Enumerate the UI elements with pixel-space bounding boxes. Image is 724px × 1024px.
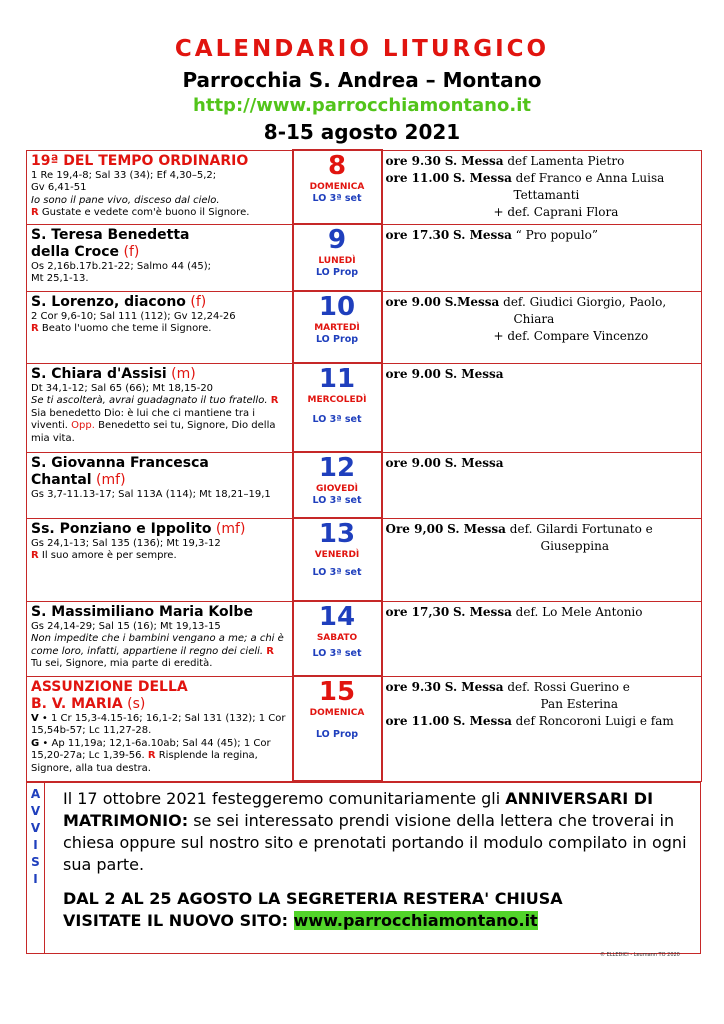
mass-entry-continued: + def. Caprani Flora [493,204,619,219]
saint-title: Ss. Ponziano e Ippolito (mf) [31,520,246,537]
events-cell [382,363,702,452]
date-cell [293,601,382,676]
saint-cell [27,518,293,601]
mass-entry-continued: Giuseppina [540,538,609,553]
mass-entry: ore 17,30 S. Messa def. Lo Mele Antonio [385,604,643,619]
day-number: 9 [327,225,347,255]
day-name: LUNEDÌ [318,256,356,266]
gospel-quote-and-response: Non impedite che i bambini vengano a me; a chi è come loro, infatti, appartiene il regno dei cieli. R Tu sei, Signore, mia parte di eredità. [31,633,284,669]
day-number: 10 [318,292,356,322]
day-number: 14 [318,602,356,632]
calendar-row [27,150,702,224]
office-closed-notice: DAL 2 AL 25 AGOSTO LA SEGRETERIA RESTERA' CHIUSA [63,889,563,908]
readings: Gs 24,1-13; Sal 135 (136); Mt 19,3-12 [31,537,221,549]
notices-label: A V V I S I [27,783,45,954]
liturgy-of-hours: LO 3ª set [312,193,362,204]
liturgy-of-hours: LO 3ª set [312,414,362,425]
date-cell [293,452,382,518]
day-name: MARTEDÌ [314,323,360,333]
copyright-credit: © ELLEDICI - Leumann TO 2020 [600,952,680,958]
calendar-row [27,291,702,363]
psalm-response: R Gustate e vedete com'è buono il Signore. [31,207,250,218]
saint-cell [27,363,293,452]
parish-website-link[interactable]: http://www.parrocchiamontano.it [193,95,531,116]
date-cell [293,363,382,452]
day-readings: G • Ap 11,19a; 12,1-6a.10ab; Sal 44 (45); 1 Cor 15,20-27a; Lc 1,39-56. R Risplende la regina, Signore, alla tua destra. [31,737,271,774]
new-site-notice: VISITATE IL NUOVO SITO: www.parrocchiamontano.it [63,911,538,930]
events-cell [382,518,702,601]
mass-entry: ore 17.30 S. Messa “ Pro populo” [385,227,598,242]
mass-entry-continued: Tettamanti [513,187,580,202]
day-name: GIOVEDÌ [315,484,359,494]
calendar-row [27,676,702,781]
liturgy-of-hours: LO 3ª set [312,495,362,506]
notices-text [45,783,701,954]
calendar-row [27,452,702,518]
psalm-response: R Beato l'uomo che teme il Signore. [31,323,212,334]
readings: Gs 24,14-29; Sal 15 (16); Mt 19,13-15 [31,620,221,632]
day-number: 12 [318,453,356,483]
saint-title: 19ª DEL TEMPO ORDINARIO [31,152,249,169]
day-number: 8 [327,151,347,181]
mass-entry: ore 11.00 S. Messa def Roncoroni Luigi e fam [385,713,674,728]
mass-entry: ore 9.00 S. Messa [385,455,504,470]
mass-entry: ore 9.30 S. Messa def Lamenta Pietro [385,153,625,168]
saint-cell [27,601,293,676]
calendar-row [27,363,702,452]
parish-name: Parrocchia S. Andrea – Montano [182,68,542,92]
notices-box [26,782,701,954]
events-cell [382,150,702,224]
saint-title: S. Chiara d'Assisi (m) [31,365,196,382]
day-name: MERCOLEDÌ [307,395,367,405]
mass-entry: ore 11.00 S. Messa def Franco e Anna Luisa [385,170,665,185]
week-dates: 8-15 agosto 2021 [263,120,461,144]
new-site-link[interactable]: www.parrocchiamontano.it [293,911,538,930]
readings: Os 2,16b.17b.21-22; Salmo 44 (45); Mt 25,1-13. [31,260,211,284]
mass-entry: ore 9.00 S. Messa [385,366,504,381]
saint-title: S. Lorenzo, diacono (f) [31,293,207,310]
events-cell [382,452,702,518]
mass-entry: ore 9.30 S. Messa def. Rossi Guerino e [385,679,630,694]
saint-cell [27,150,293,224]
saint-title: S. Teresa Benedetta della Croce (f) [31,226,190,260]
psalm-response: R Il suo amore è per sempre. [31,550,177,561]
date-cell [293,150,382,224]
readings: 2 Cor 9,6-10; Sal 111 (112); Gv 12,24-26 [31,310,236,322]
anniversary-notice: Il 17 ottobre 2021 festeggeremo comunitariamente gli ANNIVERSARI DI MATRIMONIO: se sei interessato prendi visione della lettera che troverai in chiesa oppure sul nostro sito e prenotati portando il modulo compilato in ogni sua parte. [63,789,687,874]
day-number: 11 [318,364,356,394]
day-name: VENERDÌ [314,550,360,560]
readings: Gs 3,7-11.13-17; Sal 113A (114); Mt 18,21–19,1 [31,488,271,500]
day-name: DOMENICA [309,182,365,192]
events-cell [382,291,702,363]
day-number: 13 [318,519,356,549]
saint-cell [27,676,293,781]
vigil-readings: V • 1 Cr 15,3-4.15-16; 16,1-2; Sal 131 (132); 1 Cor 15,54b-57; Lc 11,27-28. [31,712,286,736]
saint-cell [27,452,293,518]
saint-cell [27,291,293,363]
calendar-row [27,518,702,601]
calendar-row [27,224,702,291]
gospel-quote-and-response: Se ti ascolterà, avrai guadagnato il tuo fratello. R Sia benedetto Dio: è lui che ci mantiene tra i viventi. Opp. Benedetto sei tu, Signore, Dio della mia vita. [31,395,279,444]
liturgy-of-hours: LO Prop [315,334,359,345]
liturgy-of-hours: LO Prop [315,267,359,278]
liturgy-of-hours: LO 3ª set [312,567,362,578]
calendar-row [27,601,702,676]
events-cell [382,224,702,291]
date-cell [293,291,382,363]
mass-entry: Ore 9,00 S. Messa def. Gilardi Fortunato e [385,521,653,536]
saint-title: ASSUNZIONE DELLA B. V. MARIA (s) [31,678,188,712]
date-cell [293,224,382,291]
saint-cell [27,224,293,291]
mass-entry-continued: Chiara [513,311,555,326]
date-cell [293,518,382,601]
liturgical-calendar-table [26,149,702,782]
mass-entry: ore 9.00 S.Messa def. Giudici Giorgio, Paolo, [385,294,667,309]
readings: 1 Re 19,4-8; Sal 33 (34); Ef 4,30–5,2; Gv 6,41-51 [31,169,217,193]
saint-title: S. Massimiliano Maria Kolbe [31,603,253,620]
mass-entry-continued: Pan Esterina [540,696,619,711]
mass-entry-continued: + def. Compare Vincenzo [493,328,649,343]
day-number: 15 [318,677,356,707]
date-cell [293,676,382,781]
liturgy-of-hours: LO Prop [315,729,359,740]
gospel-quote: Io sono il pane vivo, disceso dal cielo. [31,194,220,206]
saint-title: S. Giovanna Francesca Chantal (mf) [31,454,209,488]
day-name: DOMENICA [309,708,365,718]
events-cell [382,601,702,676]
events-cell [382,676,702,781]
day-name: SABATO [316,633,358,643]
readings: Dt 34,1-12; Sal 65 (66); Mt 18,15-20 [31,382,214,394]
page-title: CALENDARIO LITURGICO [174,36,550,62]
liturgy-of-hours: LO 3ª set [312,648,362,659]
